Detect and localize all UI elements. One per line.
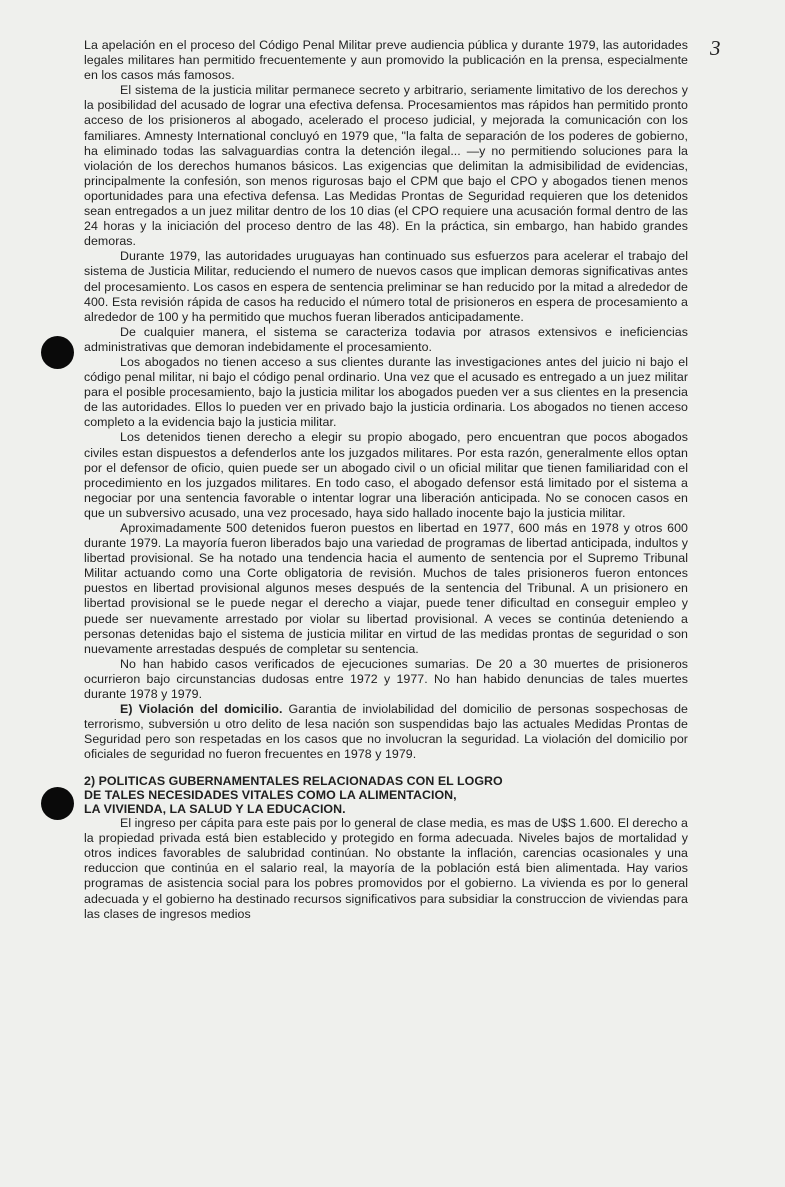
paragraph-ejecuciones: No han habido casos verificados de ejecuciones sumarias. De 20 a 30 muertes de prisioneros ocurrieron bajo circunstancias dudosas entre 1972 y 1977. No han habido denuncias de tales muertes durante 1978 y 1979. xyxy=(84,656,688,702)
section-2-heading-line: DE TALES NECESIDADES VITALES COMO LA ALIMENTACION, xyxy=(84,787,457,802)
paragraph-durante-1979: Durante 1979, las autoridades uruguayas han continuado sus esfuerzos para acelerar el trabajo del sistema de Justicia Militar, reduciendo el numero de nuevos casos que implican demoras significativas antes del procesamiento. Los casos en espera de sentencia preliminar se han reducido por la mitad a alrededor de 400. Esta revisión rápida de casos ha reducido el número total de prisioneros en espera de procesamiento a alrededor de 100 y ha permitido que muchos fueran liberados anticipadamente. xyxy=(84,249,688,324)
document-body xyxy=(84,38,688,922)
punch-hole-bottom xyxy=(41,787,74,820)
paragraph-ingreso-per-capita: El ingreso per cápita para este pais por lo general de clase media, es mas de U$S 1.600. El derecho a la propiedad privada está bien establecido y protegido en forma adecuada. Niveles bajos de mortalidad y otros indices favorables de salubridad continúan. No obstante la inflación, carencias ocasionales y una reduccion que continúa en el salario real, la mayoría de la población está bien alimentada. Hay varios programas de asistencia social para los pobres promovidos por el gobierno. La vivienda es por lo general adecuada y el gobierno ha destinado recursos significativos para subsidiar la construccion de viviendas para las clases de ingresos medios xyxy=(84,816,688,921)
paragraph-violacion-domicilio xyxy=(84,702,688,762)
section-2-heading xyxy=(84,774,688,817)
paragraph-abogados-acceso: Los abogados no tienen acceso a sus clientes durante las investigaciones antes del juicio ni bajo el código penal militar, ni bajo el código penal ordinario. Una vez que el acusado es entregado a un juez militar para el posible procesamiento, bajo la justicia militar los abogados pueden ver a sus clientes en la presencia de las autoridades. Ellos lo pueden ver en privado bajo la justicia ordinaria. Los abogados no tienen acceso completo a la evidencia bajo la justicia militar. xyxy=(84,354,688,430)
paragraph-atrasos: De cualquier manera, el sistema se caracteriza todavia por atrasos extensivos e ineficiencias administrativas que demoran indebidamente el procesamiento. xyxy=(84,324,688,354)
paragraph-liberaciones: Aproximadamente 500 detenidos fueron puestos en libertad en 1977, 600 más en 1978 y otros 600 durante 1979. La mayoría fueron liberados bajo una variedad de programas de libertad anticipada, indultos y libertad provisional. Se ha notado una tendencia hacia el aumento de sentencia por el Supremo Tribunal Militar actuando como una Corte obligatoria de revisión. Muchos de tales prisioneros fueron entonces puestos en libertad provisional algunos meses después de la sentencia del Tribunal. A un prisionero en libertad provisional se le puede negar el derecho a viajar, puede tener dificultad en conseguir empleo y puede ser nuevamente arrestado por violar su libertad provisional. A veces se continúa deteniendo a personas detenidas bajo el sistema de justicia militar en virtud de las medidas prontas de seguridad o son nuevamente arrestadas después de completar su sentencia. xyxy=(84,521,688,656)
paragraph-detenidos-abogado: Los detenidos tienen derecho a elegir su propio abogado, pero encuentran que pocos abogados civiles estan dispuestos a defenderlos ante los juzgados militares. Por esta razón, generalmente ellos optan por el defensor de oficio, quien puede ser un abogado civil o un oficial militar que tienen familiaridad con el procedimiento en los juzgados militares. En todo caso, el abogado defensor está limitado por el sistema a negociar por una sentencia favorable o intentar lograr una liberación anticipada. No se conocen casos en que un subversivo acusado, una vez procesado, haya sido hallado inocente bajo la justicia militar. xyxy=(84,430,688,520)
subsection-e-body: Garantia de inviolabilidad del domicilio de personas sospechosas de terrorismo, subversión u otro delito de lesa nación son suspendidas bajo las actuales Medidas Prontas de Seguridad pero son respetadas en los casos que no involucran la seguridad. La violación del domicilio por oficiales de seguridad no fueron frecuentes en 1978 y 1979. xyxy=(84,702,689,762)
paragraph-apelacion: La apelación en el proceso del Código Penal Militar preve audiencia pública y durante 1979, las autoridades legales militares han permitido frecuentemente y aun promovido la publicación en la prensa, especialmente en los casos más famosos. xyxy=(84,38,688,83)
section-2-heading-line: LA VIVIENDA, LA SALUD Y LA EDUCACION. xyxy=(84,801,346,816)
paragraph-sistema-justicia-militar: El sistema de la justicia militar permanece secreto y arbitrario, seriamente limitativo de los derechos y la posibilidad del acusado de lograr una efectiva defensa. Procesamientos mas rápidos han permitido pronto acceso de los prisioneros al abogado, acelerado el proceso judicial, y mejorada la comunicación con los familiares. Amnesty International concluyó en 1979 que, "la falta de separación de los poderes de gobierno, ha eliminado todas las salvaguardias contra la detención ilegal... —y no permitiendo soluciones para la violación de los derechos humanos básicos. Las exigencias que delimitan la admisibilidad de evidencias, principalmente la confesión, son menos rigurosas bajo el CPM que bajo el CPO y abogados tienen menos oportunidades para una efectiva defensa. Las Medidas Prontas de Seguridad requieren que los detenidos sean entregados a un juez militar dentro de los 10 dias (el CPO requiere una acusación formal dentro de las 24 horas y la iniciación del proceso dentro de las 48). En la práctica, sin embargo, han habido grandes demoras. xyxy=(84,83,688,249)
section-2-heading-line: 2) POLITICAS GUBERNAMENTALES RELACIONADAS CON EL LOGRO xyxy=(84,773,503,788)
punch-hole-top xyxy=(41,336,74,369)
page-number: 3 xyxy=(710,36,721,60)
subsection-e-title: E) Violación del domicilio. xyxy=(120,702,283,717)
